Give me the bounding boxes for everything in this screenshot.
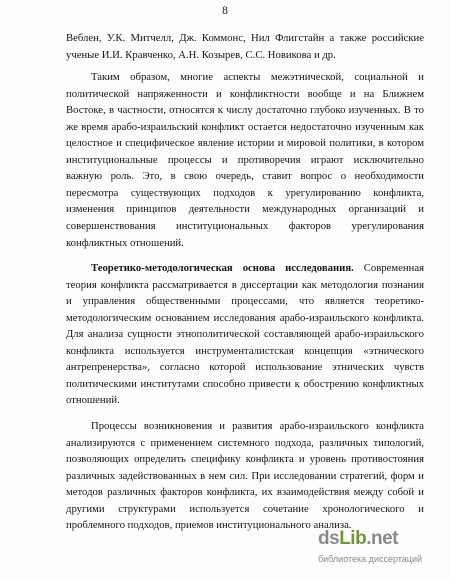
watermark-logo-net: .net	[366, 528, 398, 549]
paragraph-3-lead: Теоретико-методологическая основа исследования.	[91, 262, 354, 275]
body-text	[66, 30, 424, 543]
paragraph-3	[66, 260, 424, 409]
paragraph-3-text: Современная теория конфликта рассматривается в диссертации как методология познания и управления общественными процессами, что является теоретико-методологическим основанием исследования арабо-израильского конфликта. Для анализа сущности этнополитической составляющей арабо-израильского конфликта используется инструменталистская концепция «этнического антрепренерства», согласно которой использование этнических чувств политическими институтами способно привести к обострению конфликтных отношений.	[66, 262, 424, 407]
paragraph-2-text: Таким образом, многие аспекты межэтнической, социальной и политической напряженности и конфликтности вообще и на Ближнем Востоке, в частности, относятся к числу достаточно глубоко изученных. В то же время арабо-израильский конфликт остается недостаточно изученным как целостное и специфическое явление истории и мировой политики, в котором институциональные процессы и противоречия играют исключительно важную роль. Это, в свою очередь, ставит вопрос о необходимости пересмотра существующих подходов к урегулированию конфликта, изменения принципов деятельности международных организаций и совершенствования институциональных факторов урегулирования конфликтных отношений.	[66, 71, 424, 249]
watermark-tagline: библиотека диссертаций	[318, 554, 423, 564]
paragraph-1-text: Веблен, У.К. Митчелл, Дж. Коммонс, Нил Флигстайн а также российские ученые И.И. Кравченко, А.Н. Козырев, С.С. Новикова и др.	[66, 32, 424, 61]
paragraph-1	[66, 30, 424, 63]
paragraph-2	[66, 69, 424, 251]
paragraph-4-text: Процессы возникновения и развития арабо-израильского конфликта анализируются с применением системного подхода, различных типологий, позволяющих определить специфику конфликта и уровень противостояния различных задействованных в нем сил. При исследовании стратегий, форм и методов различных факторов конфликта, их взаимодействия между собой и другими структурами используется сочетание хронологического и проблемного подходов, приемов институционального анализа.	[66, 420, 424, 532]
watermark-logo	[318, 528, 398, 550]
paragraph-4	[66, 418, 424, 534]
page-number: 8	[222, 5, 228, 17]
dslib-watermark	[318, 528, 436, 574]
watermark-logo-lib: Lib	[339, 528, 367, 549]
watermark-logo-ds: ds	[318, 528, 340, 549]
